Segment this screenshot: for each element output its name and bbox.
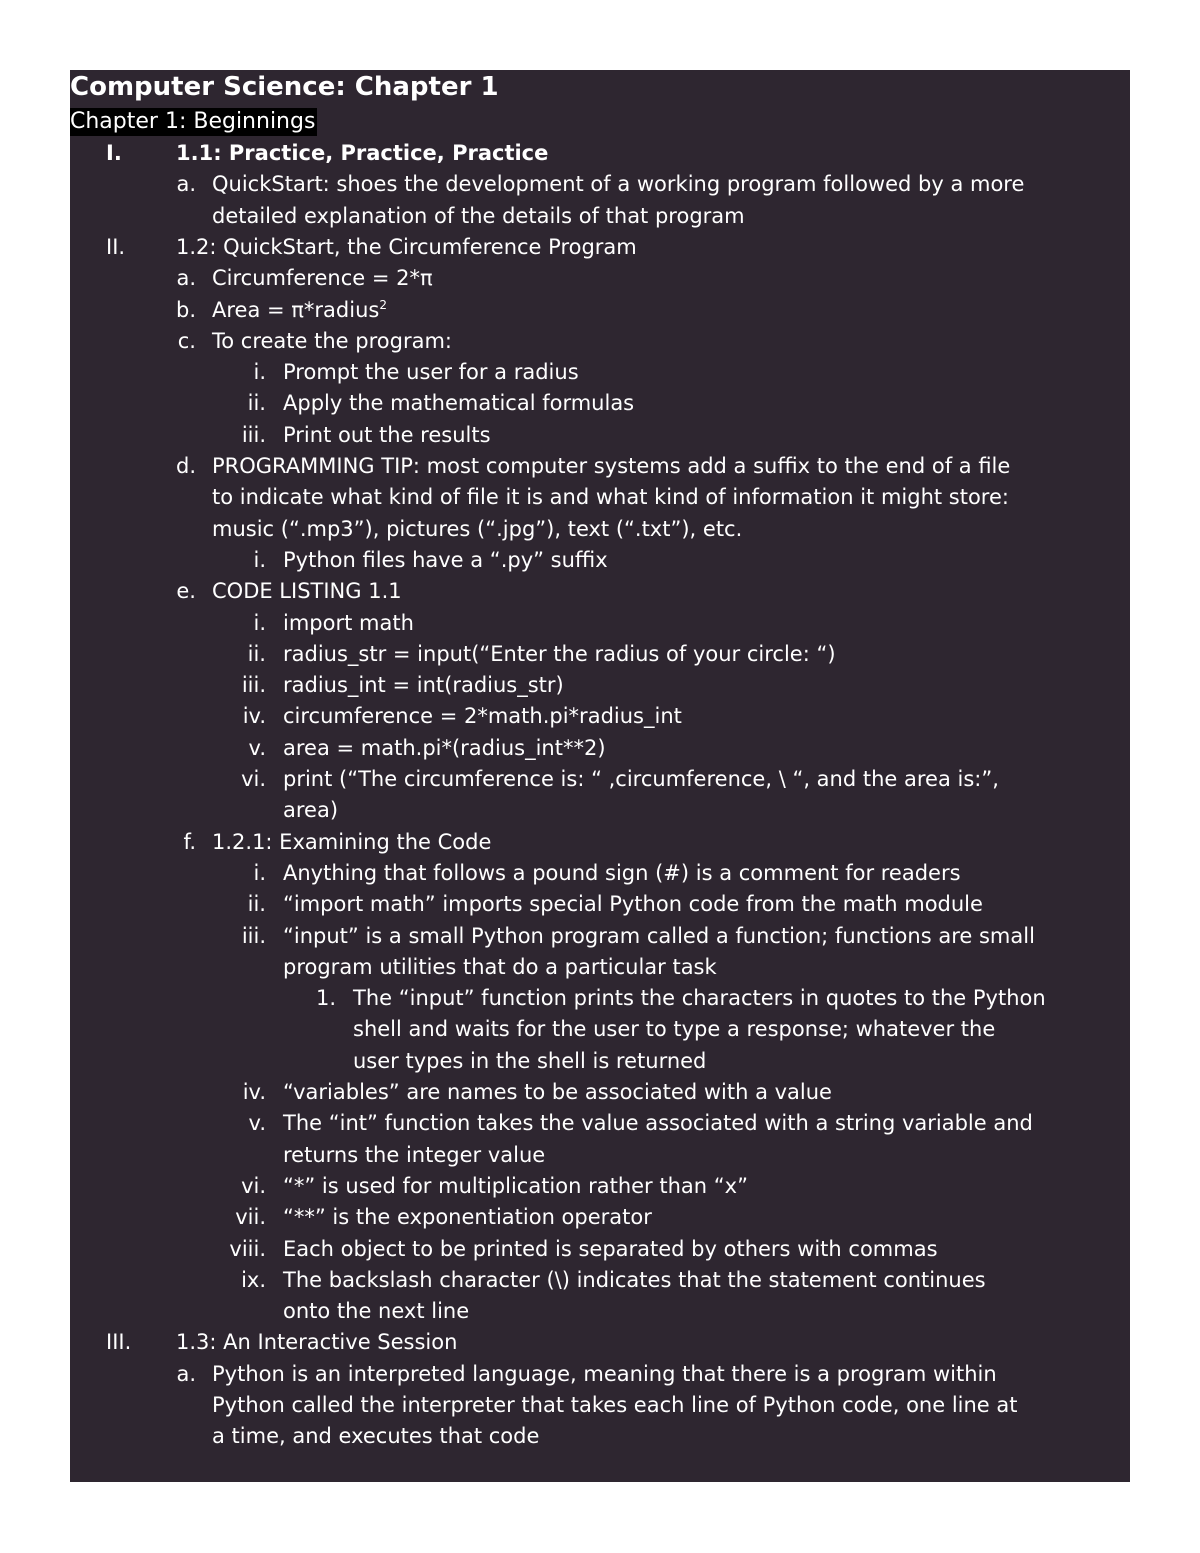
list-marker: a.: [176, 266, 196, 291]
list-item-text: Each object to be printed is separated by others with commas: [283, 1236, 938, 1261]
list-item-text: user types in the shell is returned: [353, 1048, 707, 1073]
list-marker: viii.: [229, 1236, 266, 1261]
list-item-text: Anything that follows a pound sign (#) is a comment for readers: [283, 860, 961, 885]
document-page: [70, 70, 1130, 1482]
list-marker: ix.: [241, 1267, 266, 1292]
list-marker: ii.: [247, 391, 266, 416]
list-item-text: QuickStart: shoes the development of a working program followed by a more: [212, 172, 1025, 197]
list-marker: b.: [175, 297, 196, 322]
list-marker: I.: [106, 141, 122, 165]
list-marker: i.: [253, 610, 266, 635]
list-marker: 1.: [315, 986, 336, 1011]
list-item-text: radius_int = int(radius_str): [283, 673, 564, 698]
list-item-text: “*” is used for multiplication rather than “x”: [283, 1173, 748, 1198]
list-item-text: The “input” function prints the characters in quotes to the Python: [353, 986, 1046, 1011]
list-item-text: CODE LISTING 1.1: [212, 579, 402, 604]
list-item-text: PROGRAMMING TIP: most computer systems add a suffix to the end of a file: [212, 454, 1011, 478]
list-item-text: “import math” imports special Python code from the math module: [283, 892, 983, 917]
list-marker: iii.: [241, 422, 266, 447]
list-item-text: music (“.mp3”), pictures (“.jpg”), text (“.txt”), etc.: [212, 516, 743, 541]
chapter-heading: Chapter 1: Beginnings: [70, 109, 316, 134]
list-marker: d.: [175, 454, 196, 478]
list-item-text: Area = π*radius$^2$: [212, 297, 387, 322]
list-item-text: Circumference = 2*π: [212, 266, 433, 291]
list-item-text: To create the program:: [212, 328, 452, 353]
list-item-text: 1.2: QuickStart, the Circumference Program: [176, 234, 637, 259]
list-item-text: area): [283, 798, 339, 823]
list-marker: i.: [253, 360, 266, 385]
list-marker: c.: [177, 328, 196, 353]
list-item-text: returns the integer value: [283, 1142, 546, 1167]
list-marker: a.: [176, 172, 196, 197]
list-item-text: “input” is a small Python program called a function; functions are small: [283, 923, 1035, 948]
list-item-text: circumference = 2*math.pi*radius_int: [283, 704, 682, 729]
list-marker: a.: [176, 1361, 196, 1386]
list-item-text: import math: [283, 610, 414, 635]
list-marker: i.: [253, 547, 266, 572]
list-item-text: a time, and executes that code: [212, 1424, 540, 1449]
list-item-text: 1.3: An Interactive Session: [176, 1330, 458, 1355]
list-marker: III.: [106, 1330, 132, 1355]
list-marker: ii.: [247, 641, 266, 666]
list-item-text: Python files have a “.py” suffix: [283, 547, 608, 572]
list-item-text: detailed explanation of the details of that program: [212, 203, 745, 228]
list-marker: iii.: [241, 923, 266, 948]
list-item-text: shell and waits for the user to type a response; whatever the: [353, 1017, 996, 1042]
list-item-text: Apply the mathematical formulas: [283, 391, 635, 416]
list-item-text: The backslash character (\) indicates that the statement continues: [283, 1267, 986, 1292]
list-marker: iv.: [242, 1080, 266, 1104]
superscript: 2: [379, 297, 387, 312]
list-marker: vi.: [241, 767, 266, 791]
list-marker: vi.: [241, 1173, 266, 1198]
list-marker: e.: [176, 579, 196, 604]
document-title: Computer Science: Chapter 1: [70, 72, 499, 102]
list-item-text: radius_str = input(“Enter the radius of your circle: “): [283, 641, 836, 666]
list-marker: f.: [183, 829, 196, 854]
list-item-text: to indicate what kind of file it is and what kind of information it might store:: [212, 485, 1009, 510]
list-item-text: The “int” function takes the value associated with a string variable and: [283, 1111, 1033, 1136]
list-item-text: 1.1: Practice, Practice, Practice: [176, 141, 549, 165]
list-item-text: program utilities that do a particular task: [283, 954, 717, 979]
list-item-text: “**” is the exponentiation operator: [283, 1205, 652, 1230]
list-item-text: 1.2.1: Examining the Code: [212, 829, 492, 854]
list-marker: v.: [248, 1111, 266, 1136]
list-item-text: “variables” are names to be associated with a value: [283, 1080, 832, 1104]
list-item-text: Python called the interpreter that takes each line of Python code, one line at: [212, 1393, 1018, 1417]
list-marker: v.: [248, 735, 266, 760]
list-marker: vii.: [235, 1205, 266, 1230]
list-marker: II.: [106, 234, 126, 259]
list-marker: iv.: [242, 704, 266, 729]
list-marker: iii.: [241, 673, 266, 698]
list-item-text: print (“The circumference is: “ ,circumference, \ “, and the area is:”,: [283, 767, 999, 791]
list-marker: i.: [253, 860, 266, 885]
list-item-text: Print out the results: [283, 422, 491, 447]
list-item-text: Python is an interpreted language, meaning that there is a program within: [212, 1361, 997, 1386]
list-marker: ii.: [247, 892, 266, 917]
list-item-text: onto the next line: [283, 1299, 470, 1324]
list-item-text: Prompt the user for a radius: [283, 360, 579, 385]
list-item-text: area = math.pi*(radius_int**2): [283, 735, 606, 760]
